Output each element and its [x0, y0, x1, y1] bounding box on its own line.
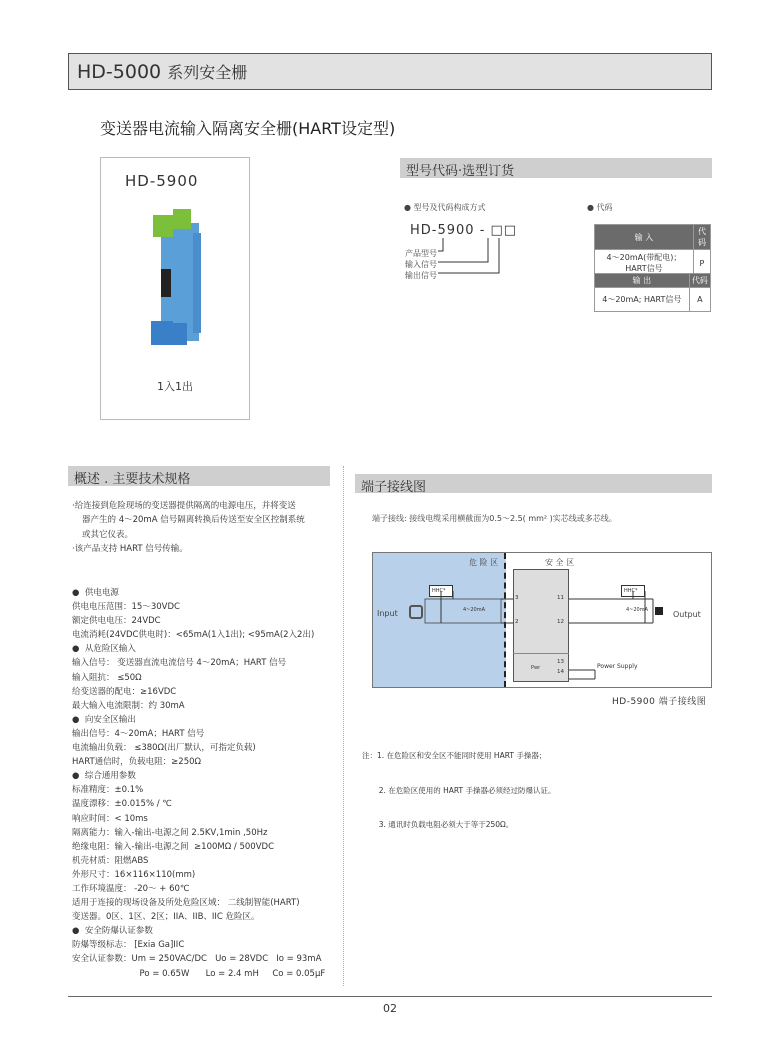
- page-number: 02: [383, 1002, 397, 1015]
- desc-line: ·该产品支持 HART 信号传输。: [72, 543, 188, 554]
- terminal-2: 2: [515, 619, 519, 625]
- diagram-caption: HD-5900 端子接线图: [612, 697, 707, 707]
- spec-line: 温度漂移：±0.015% / ℃: [72, 799, 172, 810]
- spec-line: ● 综合通用参数: [72, 771, 136, 782]
- spec-line: 供电电压范围：15～30VDC: [72, 602, 180, 613]
- overview-section-title: 概述 . 主要技术规格: [68, 466, 330, 486]
- input-code: P: [693, 250, 710, 277]
- model-structure-label: ● 型号及代码构成方式: [404, 203, 486, 212]
- product-caption: 1入1出: [157, 380, 193, 393]
- spec-line: 外形尺寸：16×116×110(mm): [72, 869, 196, 880]
- overview-description: [72, 499, 342, 556]
- spec-line: 适用于连接的现场设备及所处危险区域： 二线制智能(HART): [72, 898, 300, 909]
- wiring-notes: [362, 727, 556, 842]
- desc-line: 器产生的 4～20mA 信号隔离转换后传送至安全区控制系统: [82, 515, 305, 526]
- wiring-intro: 端子接线: 接线电缆采用横截面为0.5～2.5( mm² )实芯线或多芯线。: [372, 514, 617, 523]
- hhc-box-hazard: HHC*: [429, 585, 453, 597]
- spec-line: 隔离能力：输入-输出-电源之间 2.5KV,1min ,50Hz: [72, 827, 268, 838]
- spec-line: 额定供电电压：24VDC: [72, 616, 161, 627]
- product-card: [100, 157, 250, 420]
- output-label: Output: [673, 610, 701, 619]
- legend-lines: [438, 238, 508, 280]
- th-code: 代码: [693, 225, 710, 250]
- spec-line: ● 供电电源: [72, 588, 119, 598]
- spec-line: 输出信号：4～20mA；HART 信号: [72, 728, 205, 739]
- desc-line: 或其它仪表。: [82, 529, 134, 540]
- output-current-label: 4~20mA: [626, 607, 649, 613]
- input-desc: 4～20mA(带配电)；HART信号: [595, 250, 694, 277]
- spec-line: 标准精度：±0.1%: [72, 785, 144, 796]
- hazard-zone-label: 危 险 区: [469, 558, 499, 567]
- column-divider: [343, 466, 344, 986]
- input-label: Input: [377, 609, 398, 618]
- series-name: HD-5000: [77, 61, 162, 83]
- th-output: 输 出: [595, 274, 690, 288]
- spec-line: 输入信号： 变送器直流电流信号 4～20mA；HART 信号: [72, 658, 287, 669]
- power-supply-label: Power Supply: [597, 663, 638, 670]
- terminal-13: 13: [557, 659, 564, 665]
- spec-line: 安全认证参数：Um = 250VAC/DC Uo = 28VDC Io = 93mA: [72, 954, 322, 965]
- legend-input: 输入信号: [405, 260, 437, 269]
- model-code: HD-5900 - □□: [410, 223, 518, 238]
- hhc-box-safe: HHC*: [621, 585, 645, 597]
- spec-line: 响应时间：< 10ms: [72, 813, 148, 824]
- wiring-diagram: [372, 552, 712, 688]
- spec-line: 给变送器的配电：≥16VDC: [72, 686, 177, 697]
- power-label: Pwr: [531, 665, 541, 671]
- terminal-11: 11: [557, 595, 564, 601]
- spec-line: 防爆等级标志： [Exia Ga]IIC: [72, 940, 185, 951]
- spec-line: ● 从危险区输入: [72, 644, 136, 655]
- spec-line: 变送器。0区、1区、2区；IIA、IIB、IIC 危险区。: [72, 912, 260, 923]
- spec-line: 电流消耗(24VDC供电时)：<65mA(1入1出); <95mA(2入2出): [72, 630, 315, 641]
- code-label: ● 代码: [587, 203, 613, 212]
- spec-line: 机壳材质：阻燃ABS: [72, 855, 149, 866]
- terminal-12: 12: [557, 619, 564, 625]
- note: 3. 通讯时负载电阻必须大于等于250Ω。: [362, 820, 514, 829]
- spec-list: [72, 586, 342, 981]
- safe-zone-label: 安 全 区: [545, 558, 575, 567]
- spec-line: 电流输出负载： ≤380Ω(出厂默认，可指定负载): [72, 743, 256, 754]
- spec-line: 输入阻抗： ≤50Ω: [72, 672, 142, 683]
- input-current-label: 4~20mA: [463, 607, 486, 613]
- spec-line: 绝缘电阻：输入-输出-电源之间 ≥100MΩ / 500VDC: [72, 841, 275, 852]
- product-model: HD-5900: [125, 172, 199, 190]
- terminal-3: 3: [515, 595, 519, 601]
- th-code: 代码: [689, 274, 710, 288]
- wiring-lines: [373, 553, 713, 689]
- page-header: [68, 53, 712, 90]
- series-title: 系列安全栅: [167, 63, 248, 82]
- terminal-14: 14: [557, 669, 564, 675]
- footer-rule: [68, 996, 712, 997]
- input-code-table: [594, 224, 711, 277]
- model-code-legend: [405, 248, 437, 281]
- output-code: A: [689, 288, 710, 312]
- wiring-section-title: 端子接线图: [355, 474, 712, 493]
- ordering-section-title: 型号代码·选型订货: [400, 158, 712, 178]
- spec-line: Po = 0.65W Lo = 2.4 mH Co = 0.05μF: [72, 968, 326, 979]
- spec-line: 工作环境温度： -20～ + 60℃: [72, 883, 190, 894]
- spec-line: ● 向安全区输出: [72, 714, 136, 725]
- spec-line: ● 安全防爆认证参数: [72, 926, 153, 937]
- legend-output: 输出信号: [405, 271, 437, 280]
- desc-line: ·给连接到危险现场的变送器提供隔离的电源电压，并将变送: [72, 501, 296, 511]
- th-input: 输 入: [595, 225, 694, 250]
- note: 注：1. 在危险区和安全区不能同时使用 HART 手操器；: [362, 751, 547, 760]
- spec-line: HART通信时，负载电阻：≥250Ω: [72, 757, 202, 768]
- output-code-table: [594, 273, 711, 312]
- product-subtitle: 变送器电流输入隔离安全栅(HART设定型): [100, 119, 396, 138]
- legend-product: 产品型号: [405, 249, 437, 258]
- product-image: [131, 203, 221, 353]
- note: 2. 在危险区使用的 HART 手操器必须经过防爆认证。: [362, 785, 556, 795]
- output-desc: 4～20mA; HART信号: [595, 288, 690, 312]
- spec-line: 最大输入电流限制：约 30mA: [72, 700, 185, 711]
